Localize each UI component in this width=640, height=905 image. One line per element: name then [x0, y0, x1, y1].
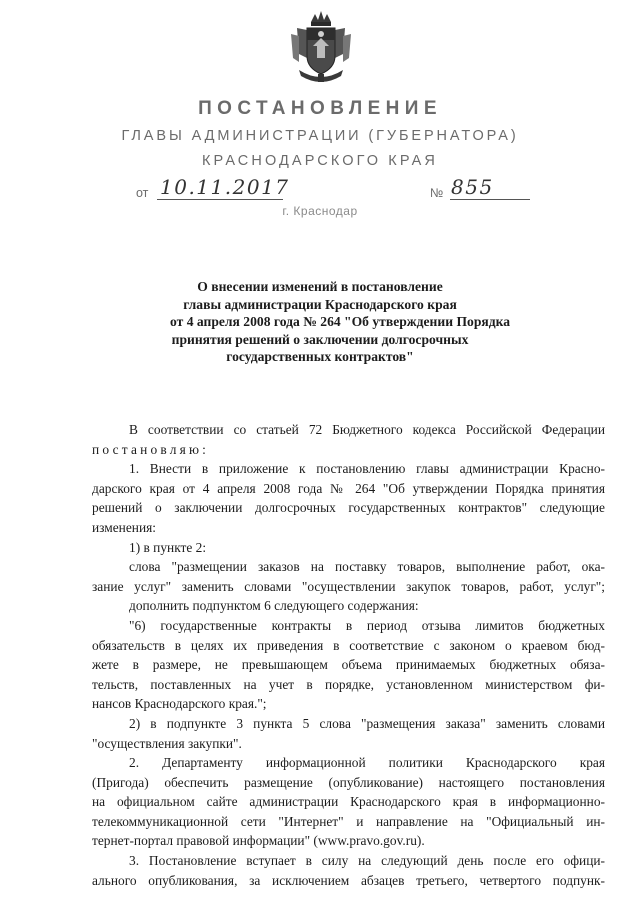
body-line: нансов Краснодарского края."; [92, 696, 267, 712]
number-label: № [430, 186, 444, 200]
body-line: тельств, поставленных на учет в порядке, установленном министерством фи- [92, 676, 605, 692]
title-line: главы администрации Краснодарского края [183, 296, 457, 312]
title-line: принятия решений о заключении долгосрочных [171, 331, 469, 347]
body-line: (Пригода) обеспечить размещение (опубликование) настоящего постановления [92, 774, 605, 790]
region-heading: КРАСНОДАРСКОГО КРАЯ [202, 153, 438, 169]
date-underline [157, 199, 283, 200]
body-line: постановляю: [92, 441, 210, 457]
issuer-heading: ГЛАВЫ АДМИНИСТРАЦИИ (ГУБЕРНАТОРА) [121, 128, 519, 144]
body-line: тернет-портал правовой информации" (www.pravo.gov.ru). [92, 833, 425, 849]
body-line: на официальном сайте администрации Краснодарского края в информационно- [92, 794, 605, 810]
date-label: от [136, 186, 149, 200]
body-line: 1) в пункте 2: [129, 539, 207, 555]
body-line: 3. Постановление вступает в силу на следующий день после его офици- [129, 853, 605, 869]
body-line: "6) государственные контракты в период отзыва лимитов бюджетных [129, 617, 605, 633]
title-line: от 4 апреля 2008 года № 264 "Об утверждении Порядка [170, 314, 511, 329]
body-line: "осуществления закупки". [92, 735, 242, 751]
body-line: телекоммуникационной сети "Интернет" и направление на "Официальный ин- [92, 813, 605, 829]
body-line: 2. Департаменту информационной политики Краснодарского края [129, 755, 605, 771]
body-line: В соответствии со статьей 72 Бюджетного кодекса Российской Федерации [129, 422, 605, 437]
document-title [170, 278, 511, 366]
coat-of-arms-icon [287, 8, 355, 86]
title-line: О внесении изменений в постановление [197, 279, 443, 294]
body-line: ального опубликования, за исключением абзацев третьего, четвертого подпунк- [92, 872, 605, 888]
body-line: 1. Внести в приложение к постановлению главы администрации Красно- [129, 461, 605, 477]
body-line: дарского края от 4 апреля 2008 года № 264 "Об утверждении Порядка принятия [92, 480, 605, 496]
body-line: слова "размещении заказов на поставку товаров, выполнение работ, ока- [129, 559, 605, 575]
date-handwritten: 10.11.2017 [160, 175, 290, 199]
body-line: жете в размере, не превышающем объема принимаемых бюджетных обяза- [92, 657, 605, 673]
body-line: зание услуг" заменить словами "осуществлении закупок товаров, работ, услуг"; [92, 578, 605, 594]
body-line: 2) в подпункте 3 пункта 5 слова "размещения заказа" заменить словами [129, 715, 605, 731]
body-line: обязательств в целях их приведения в соответствие с законом о краевом бюд- [92, 637, 605, 653]
number-handwritten: 855 [451, 175, 494, 199]
body-line: решений о заключении долгосрочных государственных контрактов" следующие [92, 500, 605, 516]
city-label: г. Краснодар [282, 204, 358, 218]
title-line: государственных контрактов" [226, 349, 414, 364]
body-line: изменения: [92, 519, 157, 535]
doc-type-heading: ПОСТАНОВЛЕНИЕ [198, 98, 442, 119]
body-line: дополнить подпунктом 6 следующего содержания: [129, 598, 419, 614]
document-body [92, 420, 605, 890]
number-underline [450, 199, 530, 200]
